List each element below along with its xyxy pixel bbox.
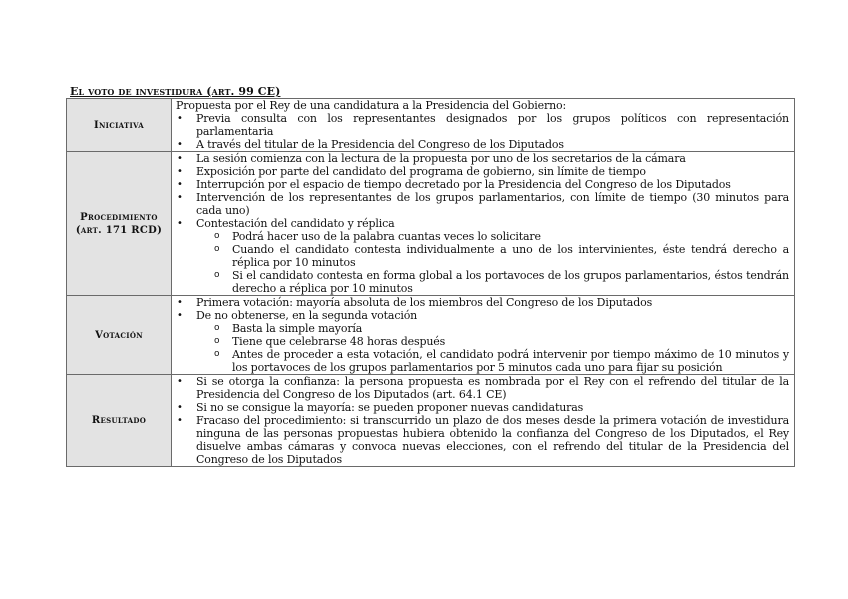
row-header-procedimiento — [67, 152, 172, 296]
row-content-procedimiento — [172, 152, 795, 296]
row-header-iniciativa — [67, 99, 172, 152]
list-item: • Previa consulta con los representantes designados por los grupos políticos con representación parlamentaria — [176, 112, 789, 138]
iniciativa-intro: Propuesta por el Rey de una candidatura a la Presidencia del Gobierno: — [176, 99, 567, 112]
row-resultado — [67, 375, 795, 467]
row-header-votacion — [67, 296, 172, 375]
list-item: • Exposición por parte del candidato del programa de gobierno, sin límite de tiempo — [176, 165, 789, 178]
list-item: • Interrupción por el espacio de tiempo decretado por la Presidencia del Congreso de los Diputados — [176, 178, 789, 191]
votacion-list — [176, 296, 789, 374]
list-item: • Fracaso del procedimiento: si transcurrido un plazo de dos meses desde la primera votación de investidura ninguna de las personas propuestas hubiera obtenido la confianza del Congreso de los Diputados, el Rey disuelve ambas cámaras y convoca nuevas elecciones, con el refrendo del titular de la Presidencia del Congreso de los Diputados — [176, 414, 789, 466]
list-item: • Intervención de los representantes de los grupos parlamentarios, con límite de tiempo (30 minutos para cada uno) — [176, 191, 789, 217]
list-item: • Primera votación: mayoría absoluta de los miembros del Congreso de los Diputados — [176, 296, 789, 309]
row-header-label: Procedimiento — [80, 211, 158, 223]
row-header-label: Resultado — [91, 415, 147, 426]
sublist-item: o Cuando el candidato contesta individualmente a uno de los intervinientes, éste tendrá derecho a réplica por 10 minutos — [196, 243, 789, 269]
row-content-resultado — [172, 375, 795, 467]
procedimiento-list — [176, 152, 789, 295]
investiture-table — [66, 98, 795, 467]
row-iniciativa — [67, 99, 795, 152]
votacion-sublist — [196, 322, 789, 374]
procedimiento-sublist — [196, 230, 789, 295]
list-item — [176, 217, 789, 295]
list-item-text: De no obtenerse, en la segunda votación — [196, 309, 418, 322]
list-item: • Si no se consigue la mayoría: se pueden proponer nuevas candidaturas — [176, 401, 789, 414]
list-item: • La sesión comienza con la lectura de la propuesta por uno de los secretarios de la cámara — [176, 152, 789, 165]
row-votacion — [67, 296, 795, 375]
list-item — [176, 309, 789, 374]
document-title: El voto de investidura (art. 99 CE) — [70, 85, 281, 98]
iniciativa-list — [176, 112, 789, 151]
row-content-iniciativa — [172, 99, 795, 152]
list-item: • Si se otorga la confianza: la persona propuesta es nombrada por el Rey con el refrendo del titular de la Presidencia del Congreso de los Diputados (art. 64.1 CE) — [176, 375, 789, 401]
resultado-list — [176, 375, 789, 466]
sublist-item: o Si el candidato contesta en forma global a los portavoces de los grupos parlamentarios, éstos tendrán derecho a réplica por 10 minutos — [196, 269, 789, 295]
row-header-sublabel: (art. 171 RCD) — [75, 224, 163, 236]
row-header-label: Votación — [95, 329, 143, 341]
row-header-resultado — [67, 375, 172, 467]
sublist-item: o Antes de proceder a esta votación, el candidato podrá intervenir por tiempo máximo de 10 minutos y los portavoces de los grupos parlamentarios por 5 minutos cada uno para fijar su posición — [196, 348, 789, 374]
sublist-item: o Tiene que celebrarse 48 horas después — [196, 335, 789, 348]
row-content-votacion — [172, 296, 795, 375]
row-procedimiento — [67, 152, 795, 296]
sublist-item: o Basta la simple mayoría — [196, 322, 789, 335]
list-item: • A través del titular de la Presidencia del Congreso de los Diputados — [176, 138, 789, 151]
row-header-label: Iniciativa — [93, 119, 145, 131]
list-item-text: Contestación del candidato y réplica — [196, 217, 395, 230]
sublist-item: o Podrá hacer uso de la palabra cuantas veces lo solicitare — [196, 230, 789, 243]
